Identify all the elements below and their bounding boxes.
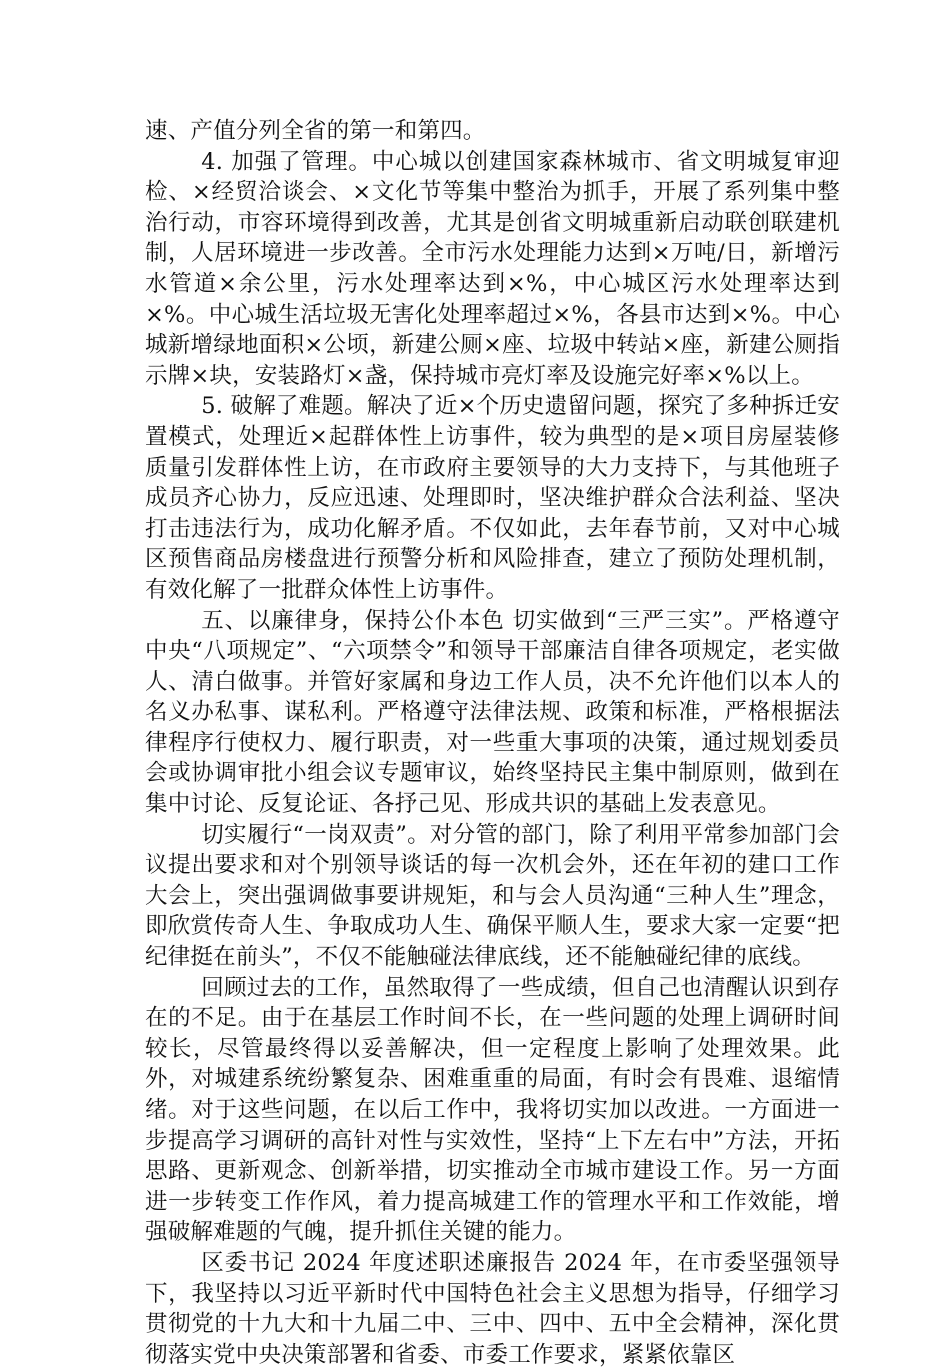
paragraph-continuation: 速、产值分列全省的第一和第四。 bbox=[145, 118, 486, 144]
paragraph-review: 回顾过去的工作，虽然取得了一些成绩，但自己也清醒认识到存在的不足。由于在基层工作时间不长，在一些问题的处理上调研时间较长，尽管最终得以妥善解决，但一定程度上影响了处理效果。此外，对城建系统纷繁复杂、困难重重的局面，有时会有畏难、退缩情绪。对于这些问题，在以后工作中，我将切实加以改进。一方面进一步提高学习调研的高针对性与实效性，坚持“上下左右中”方法，开拓思路、更新观念、创新举措，切实推动全市城市建设工作。另一方面进一步转变工作作风，着力提高城建工作的管理水平和工作效能，增强破解难题的气魄，提升抓住关键的能力。 bbox=[145, 974, 840, 1246]
paragraph-management: 4. 加强了管理。中心城以创建国家森林城市、省文明城复审迎检、×经贸洽谈会、×文化节等集中整治为抓手，开展了系列集中整治行动，市容环境得到改善，尤其是创省文明城重新启动联创联建机制，人居环境进一步改善。全市污水处理能力达到×万吨/日，新增污水管道×余公里，污水处理率达到×%，中心城区污水处理率达到×%。中心城生活垃圾无害化处理率超过×%，各县市达到×%。中心城新增绿地面积×公顷，新建公厕×座、垃圾中转站×座，新建公厕指示牌×块，安装路灯×盏，保持城市亮灯率及设施完好率×%以上。 bbox=[145, 148, 840, 389]
paragraph-integrity: 五、以廉律身，保持公仆本色 切实做到“三严三实”。严格遵守中央“八项规定”、“六项禁令”和领导干部廉洁自律各项规定，老实做人、清白做事。并管好家属和身边工作人员，决不允许他们以本人的名义办私事、谋私利。严格遵守法律法规、政策和标准，严格根据法律程序行使权力、履行职责，对一些重大事项的决策，通过规划委员会或协调审批小组会议专题审议，始终坚持民主集中制原则，做到在集中讨论、反复论证、各抒己见、形成共识的基础上发表意见。 bbox=[145, 607, 840, 818]
paragraph-dual-responsibility: 切实履行“一岗双责”。对分管的部门，除了利用平常参加部门会议提出要求和对个别领导谈话的每一次机会外，还在年初的建口工作大会上，突出强调做事要讲规矩，和与会人员沟通“三种人生”理念，即欣赏传奇人生、争取成功人生、确保平顺人生，要求大家一定要“把纪律挺在前头”，不仅不能触碰法律底线，还不能触碰纪律的底线。 bbox=[145, 821, 840, 971]
paragraph-district-report: 区委书记 2024 年度述职述廉报告 2024 年，在市委坚强领导下，我坚持以习近平新时代中国特色社会主义思想为指导，仔细学习贯彻党的十九大和十九届二中、三中、四中、五中全会精神，深化贯彻落实党中央决策部署和省委、市委工作要求，紧紧依靠区 bbox=[145, 1249, 840, 1368]
paragraph-problem-solving: 5. 破解了难题。解决了近×个历史遗留问题，探究了多种拆迁安置模式，处理近×起群体性上访事件，较为典型的是×项目房屋装修质量引发群体性上访，在市政府主要领导的大力支持下，与其他班子成员齐心协力，反应迅速、处理即时，坚决维护群众合法利益、坚决打击违法行为，成功化解矛盾。不仅如此，去年春节前，又对中心城区预售商品房楼盘进行预警分析和风险排查，建立了预防处理机制，有效化解了一批群众体性上访事件。 bbox=[145, 393, 840, 603]
document-body bbox=[145, 116, 840, 1370]
